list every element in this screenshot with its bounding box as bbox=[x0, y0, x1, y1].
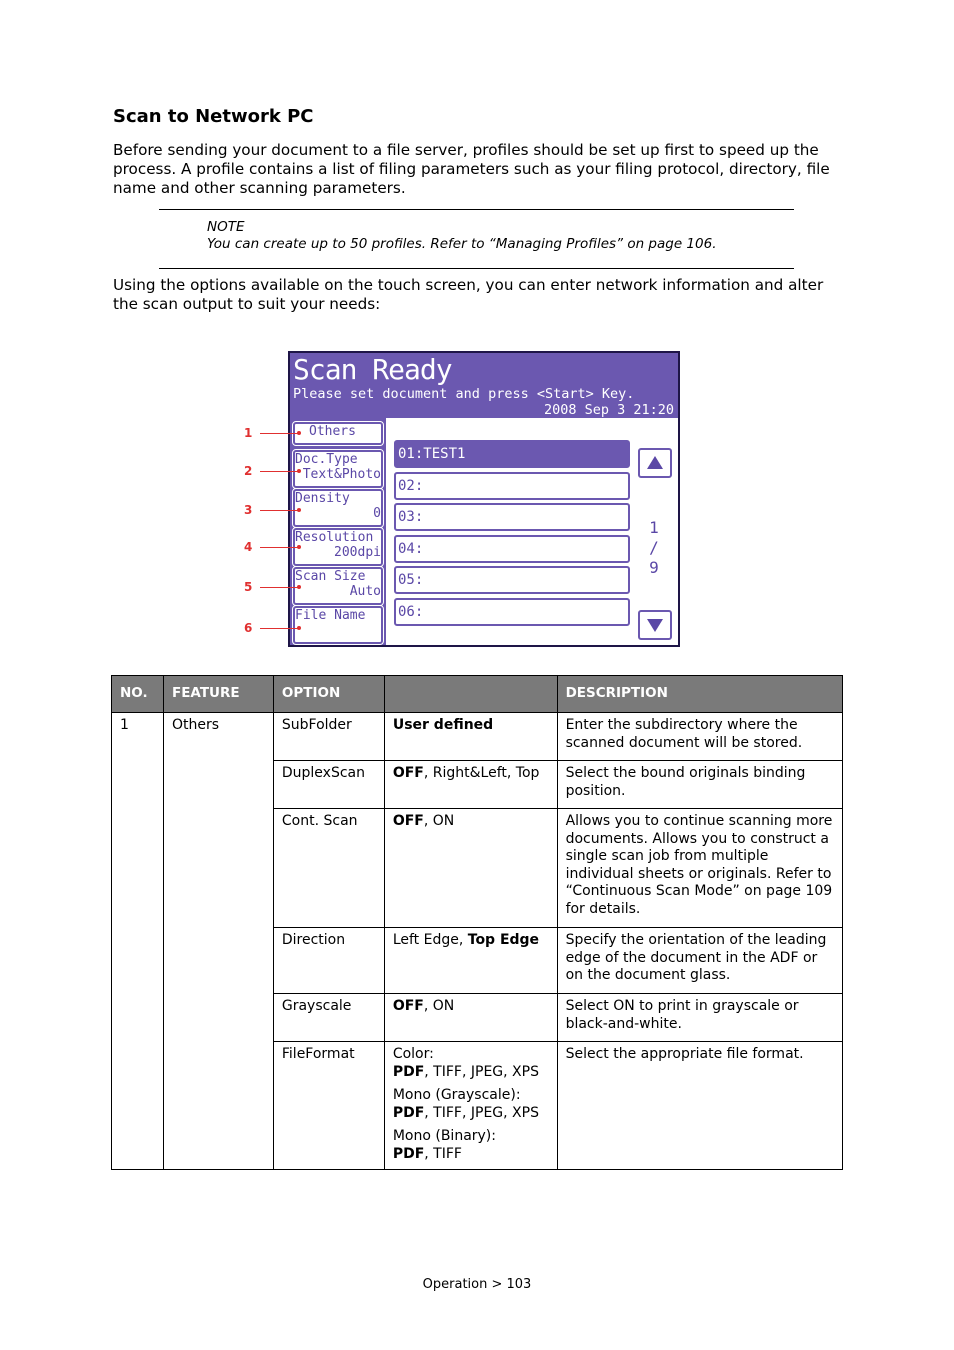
callout-line bbox=[260, 471, 298, 472]
screen-filename-button bbox=[293, 606, 383, 644]
value-rest: , TIFF bbox=[424, 1145, 462, 1162]
cell-value bbox=[384, 809, 557, 928]
cell-description: Select the bound originals binding position. bbox=[557, 761, 842, 809]
callout-number: 3 bbox=[244, 503, 253, 517]
cell-value bbox=[384, 761, 557, 809]
header-value bbox=[384, 676, 557, 713]
cell-description: Select the appropriate file format. bbox=[557, 1042, 842, 1170]
screen-scroll-down-button bbox=[638, 610, 672, 640]
cell-description: Specify the orientation of the leading edge of the document in the ADF or on the document glass. bbox=[557, 928, 842, 994]
screen-button-label: Resolution bbox=[295, 530, 374, 545]
value-rest: , TIFF, JPEG, XPS bbox=[424, 1063, 539, 1080]
value-default: User defined bbox=[392, 717, 494, 733]
cell-value bbox=[384, 1042, 557, 1170]
callout-dot bbox=[297, 626, 301, 630]
screen-button-value: 0 bbox=[373, 506, 381, 521]
intro-paragraph: Before sending your document to a file server, profiles should be set up first to speed up the process. A profile contains a list of filing parameters such as your filing protocol, directory, file name and other scanning parameters. bbox=[113, 141, 830, 197]
callout-line bbox=[260, 547, 298, 548]
screen-button-label: File Name bbox=[295, 608, 366, 623]
value-default: OFF bbox=[392, 998, 424, 1014]
callout-line bbox=[260, 433, 298, 434]
pager-current: 1 bbox=[649, 518, 659, 537]
header-feature: FEATURE bbox=[163, 676, 273, 713]
value-default: PDF bbox=[392, 1063, 425, 1080]
format-block-grayscale bbox=[393, 1087, 549, 1122]
cell-description: Select ON to print in grayscale or black-and-white. bbox=[557, 994, 842, 1042]
triangle-down-icon bbox=[647, 619, 663, 632]
cell-option: DuplexScan bbox=[273, 761, 384, 809]
pager-separator: / bbox=[649, 538, 659, 557]
cell-no: 1 bbox=[112, 713, 164, 1170]
format-block-color bbox=[393, 1046, 549, 1081]
screen-profile-item: 05: bbox=[394, 566, 630, 594]
callout-number: 2 bbox=[244, 464, 253, 478]
callout-number: 4 bbox=[244, 540, 253, 554]
cell-value bbox=[384, 928, 557, 994]
value-default: OFF bbox=[392, 813, 424, 829]
cell-description: Allows you to continue scanning more documents. Allows you to construct a single scan job from multiple individual sheets or originals. Refer to “Continuous Scan Mode” on page 109 for details. bbox=[557, 809, 842, 928]
callout-number: 6 bbox=[244, 621, 253, 635]
format-label: Mono (Binary): bbox=[392, 1128, 496, 1144]
value-default: OFF bbox=[392, 765, 424, 781]
callout-1 bbox=[244, 426, 302, 440]
page-footer: Operation > 103 bbox=[422, 1277, 532, 1292]
section-heading: Scan to Network PC bbox=[113, 106, 314, 127]
value-default: Top Edge bbox=[467, 932, 540, 948]
screen-datetime: 2008 Sep 3 21:20 bbox=[543, 402, 674, 418]
cell-option: Direction bbox=[273, 928, 384, 994]
screen-resolution-button bbox=[293, 528, 383, 566]
screen-doctype-button bbox=[293, 450, 383, 488]
cell-option: Grayscale bbox=[273, 994, 384, 1042]
value-rest: , ON bbox=[423, 813, 455, 829]
note-label: NOTE bbox=[207, 219, 245, 235]
screen-profile-item: 02: bbox=[394, 472, 630, 500]
screen-scroll-up-button bbox=[638, 448, 672, 478]
cell-description: Enter the subdirectory where the scanned document will be stored. bbox=[557, 713, 842, 761]
usage-paragraph: Using the options available on the touch screen, you can enter network information and alter the scan output to suit your needs: bbox=[113, 276, 824, 313]
screen-left-column bbox=[290, 418, 386, 645]
screen-button-value: Text&Photo bbox=[302, 467, 381, 482]
screen-subtitle: Please set document and press <Start> Key. bbox=[293, 386, 635, 402]
header-no: NO. bbox=[112, 676, 164, 713]
callout-6 bbox=[244, 621, 302, 635]
callout-5 bbox=[244, 580, 302, 594]
value-rest: , TIFF, JPEG, XPS bbox=[424, 1104, 539, 1121]
format-label: Color: bbox=[392, 1046, 434, 1062]
screen-pager bbox=[646, 518, 662, 578]
cell-option: FileFormat bbox=[273, 1042, 384, 1170]
format-block-binary bbox=[393, 1128, 549, 1163]
callout-number: 5 bbox=[244, 580, 253, 594]
value-pre: Left Edge, bbox=[392, 932, 468, 948]
value-default: PDF bbox=[392, 1104, 425, 1121]
header-description: DESCRIPTION bbox=[557, 676, 842, 713]
callout-2 bbox=[244, 464, 302, 478]
table-header-row bbox=[112, 676, 843, 713]
value-default: PDF bbox=[392, 1145, 425, 1162]
callout-dot bbox=[297, 585, 301, 589]
screen-profile-item: 04: bbox=[394, 535, 630, 563]
note-box bbox=[159, 209, 794, 269]
callout-dot bbox=[297, 508, 301, 512]
cell-feature: Others bbox=[163, 713, 273, 1170]
screen-button-label: Density bbox=[295, 491, 350, 506]
screen-title: Scan Ready bbox=[293, 353, 452, 386]
callout-4 bbox=[244, 540, 302, 554]
format-label: Mono (Grayscale): bbox=[392, 1087, 521, 1103]
note-text: You can create up to 50 profiles. Refer to “Managing Profiles” on page 106. bbox=[207, 236, 717, 252]
callout-dot bbox=[297, 469, 301, 473]
callout-dot bbox=[297, 431, 301, 435]
cell-value bbox=[384, 994, 557, 1042]
screen-button-label: Scan Size bbox=[295, 569, 366, 584]
callout-line bbox=[260, 587, 298, 588]
callout-3 bbox=[244, 503, 302, 517]
pager-total: 9 bbox=[649, 558, 659, 577]
cell-option: SubFolder bbox=[273, 713, 384, 761]
screen-header bbox=[290, 353, 678, 418]
value-rest: , ON bbox=[423, 998, 455, 1014]
screen-profile-item: 01:TEST1 bbox=[394, 440, 630, 468]
header-option: OPTION bbox=[273, 676, 384, 713]
triangle-up-icon bbox=[647, 456, 663, 469]
screen-profile-item: 06: bbox=[394, 598, 630, 626]
cell-option: Cont. Scan bbox=[273, 809, 384, 928]
screen-scansize-button bbox=[293, 567, 383, 605]
table-row bbox=[112, 713, 843, 761]
value-rest: , Right&Left, Top bbox=[423, 765, 540, 781]
feature-table bbox=[111, 675, 843, 1170]
callout-line bbox=[260, 510, 298, 511]
callout-number: 1 bbox=[244, 426, 253, 440]
screen-profile-item: 03: bbox=[394, 503, 630, 531]
screen-button-value: 200dpi bbox=[334, 545, 381, 560]
screen-button-label: Doc.Type bbox=[295, 452, 358, 467]
screen-button-label: Others bbox=[309, 424, 356, 439]
callout-dot bbox=[297, 545, 301, 549]
screen-button-value: Auto bbox=[349, 584, 381, 599]
cell-value bbox=[384, 713, 557, 761]
screen-others-button bbox=[293, 422, 383, 445]
screen-density-button bbox=[293, 489, 383, 527]
touch-screen-image bbox=[288, 351, 680, 647]
callout-line bbox=[260, 628, 298, 629]
